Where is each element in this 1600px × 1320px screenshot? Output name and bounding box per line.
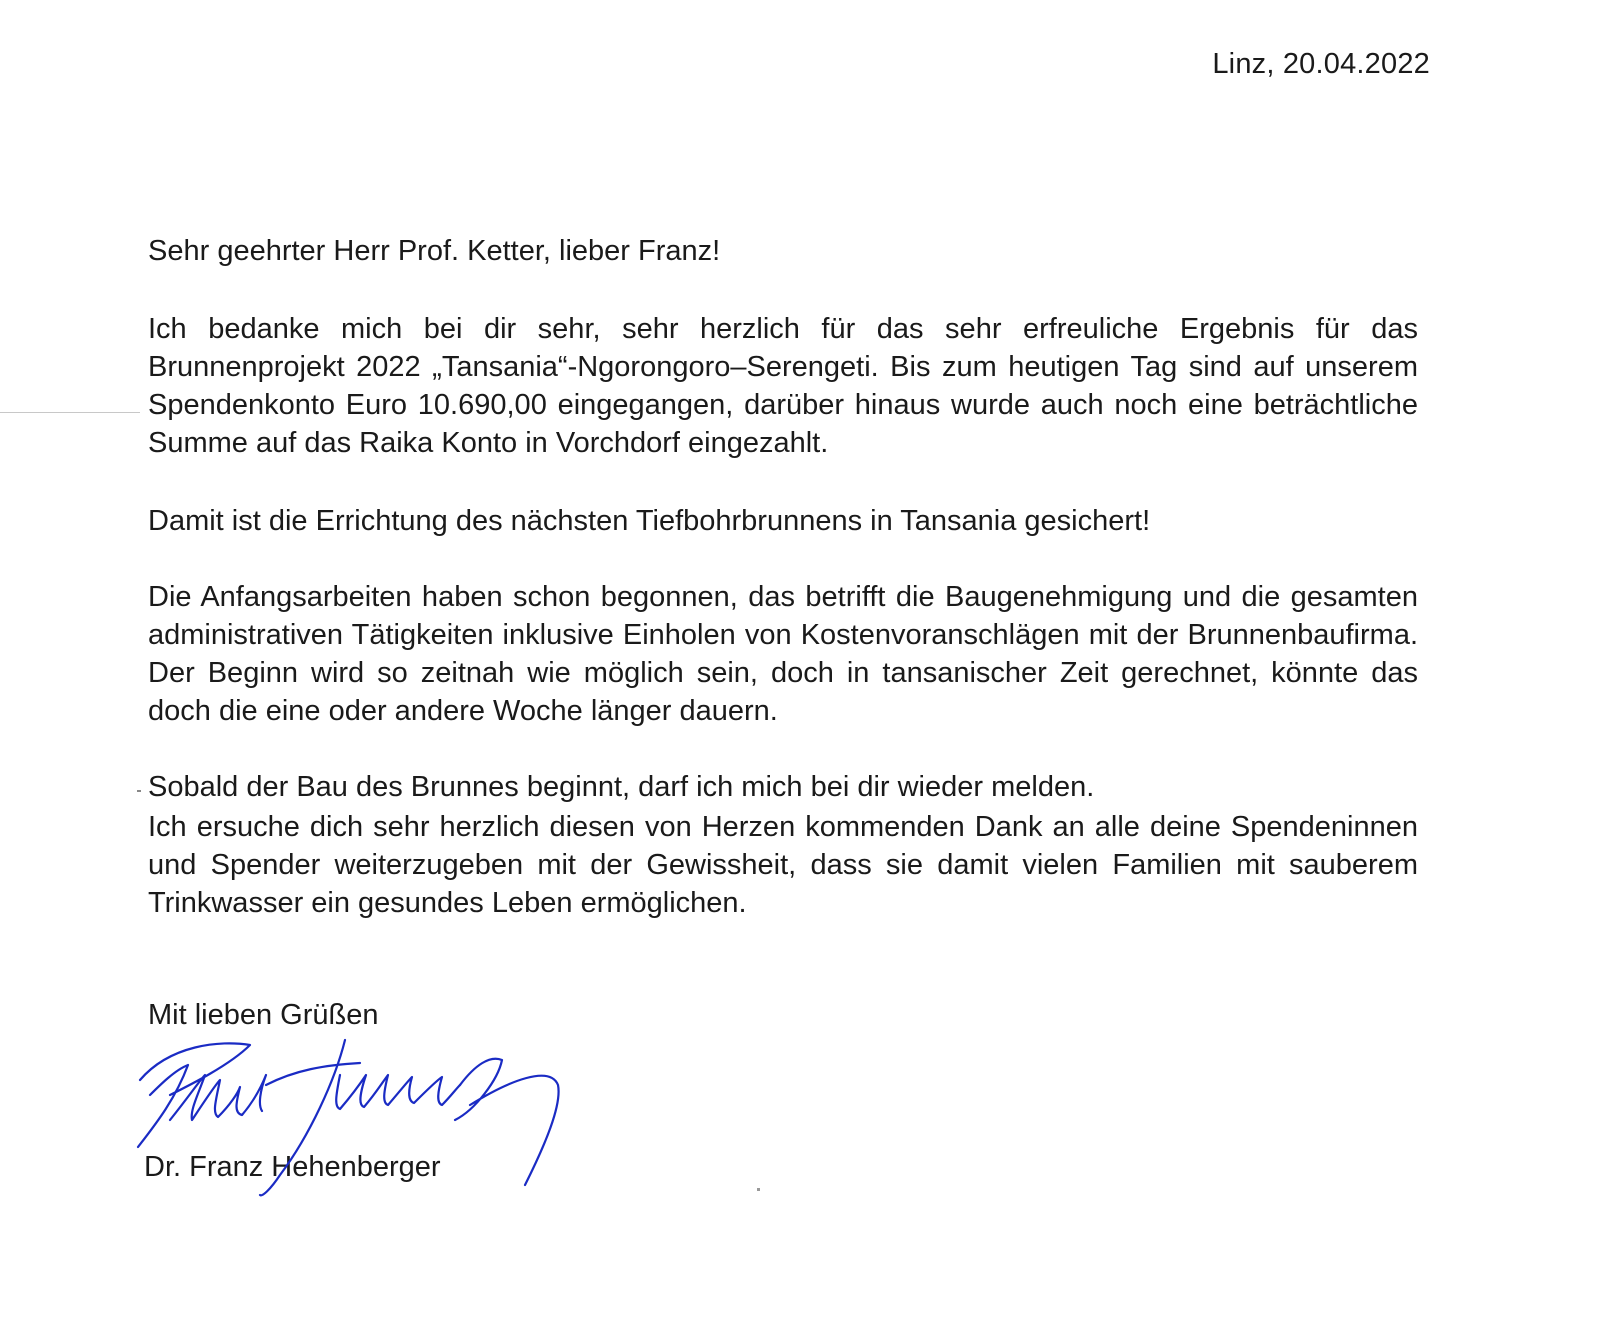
signer-name: Dr. Franz Hehenberger	[144, 1151, 441, 1183]
place-date: Linz, 20.04.2022	[1212, 48, 1430, 80]
scan-artifact-dot	[137, 790, 141, 792]
handwritten-signature	[130, 1025, 590, 1215]
paragraph-followup: Sobald der Bau des Brunnes beginnt, darf ich mich bei dir wieder melden.	[148, 771, 1095, 803]
scan-artifact-line	[0, 412, 140, 413]
paragraph-thanks: Ich bedanke mich bei dir sehr, sehr herzlich für das sehr erfreuliche Ergebnis für das Brunnenprojekt 2022 „Tansania“-Ngorongoro–Serengeti. Bis zum heutigen Tag sind auf unserem Spendenkonto Euro 10.690,00 eingegangen, darüber hinaus wurde auch noch eine beträchtliche Summe auf das Raika Konto in Vorchdorf eingezahlt.	[148, 313, 1418, 459]
paragraph-progress: Die Anfangsarbeiten haben schon begonnen, das betrifft die Baugenehmigung und die gesamten administrativen Tätigkeiten inklusive Einholen von Kostenvoranschlägen mit der Brunnenbaufirma. Der Beginn wird so zeitnah wie möglich sein, doch in tansanischer Zeit gerechnet, könnte das doch die eine oder andere Woche länger dauern.	[148, 581, 1418, 727]
paragraph-request: Ich ersuche dich sehr herzlich diesen von Herzen kommenden Dank an alle deine Spendeninnen und Spender weiterzugeben mit der Gewissheit, dass sie damit vielen Familien mit sauberem Trinkwasser ein gesundes Leben ermöglichen.	[148, 811, 1418, 919]
paragraph-secured: Damit ist die Errichtung des nächsten Tiefbohrbrunnens in Tansania gesichert!	[148, 505, 1151, 537]
scan-artifact-dot	[757, 1188, 760, 1191]
salutation: Sehr geehrter Herr Prof. Ketter, lieber Franz!	[148, 235, 721, 267]
closing-greeting: Mit lieben Grüßen	[148, 999, 379, 1031]
